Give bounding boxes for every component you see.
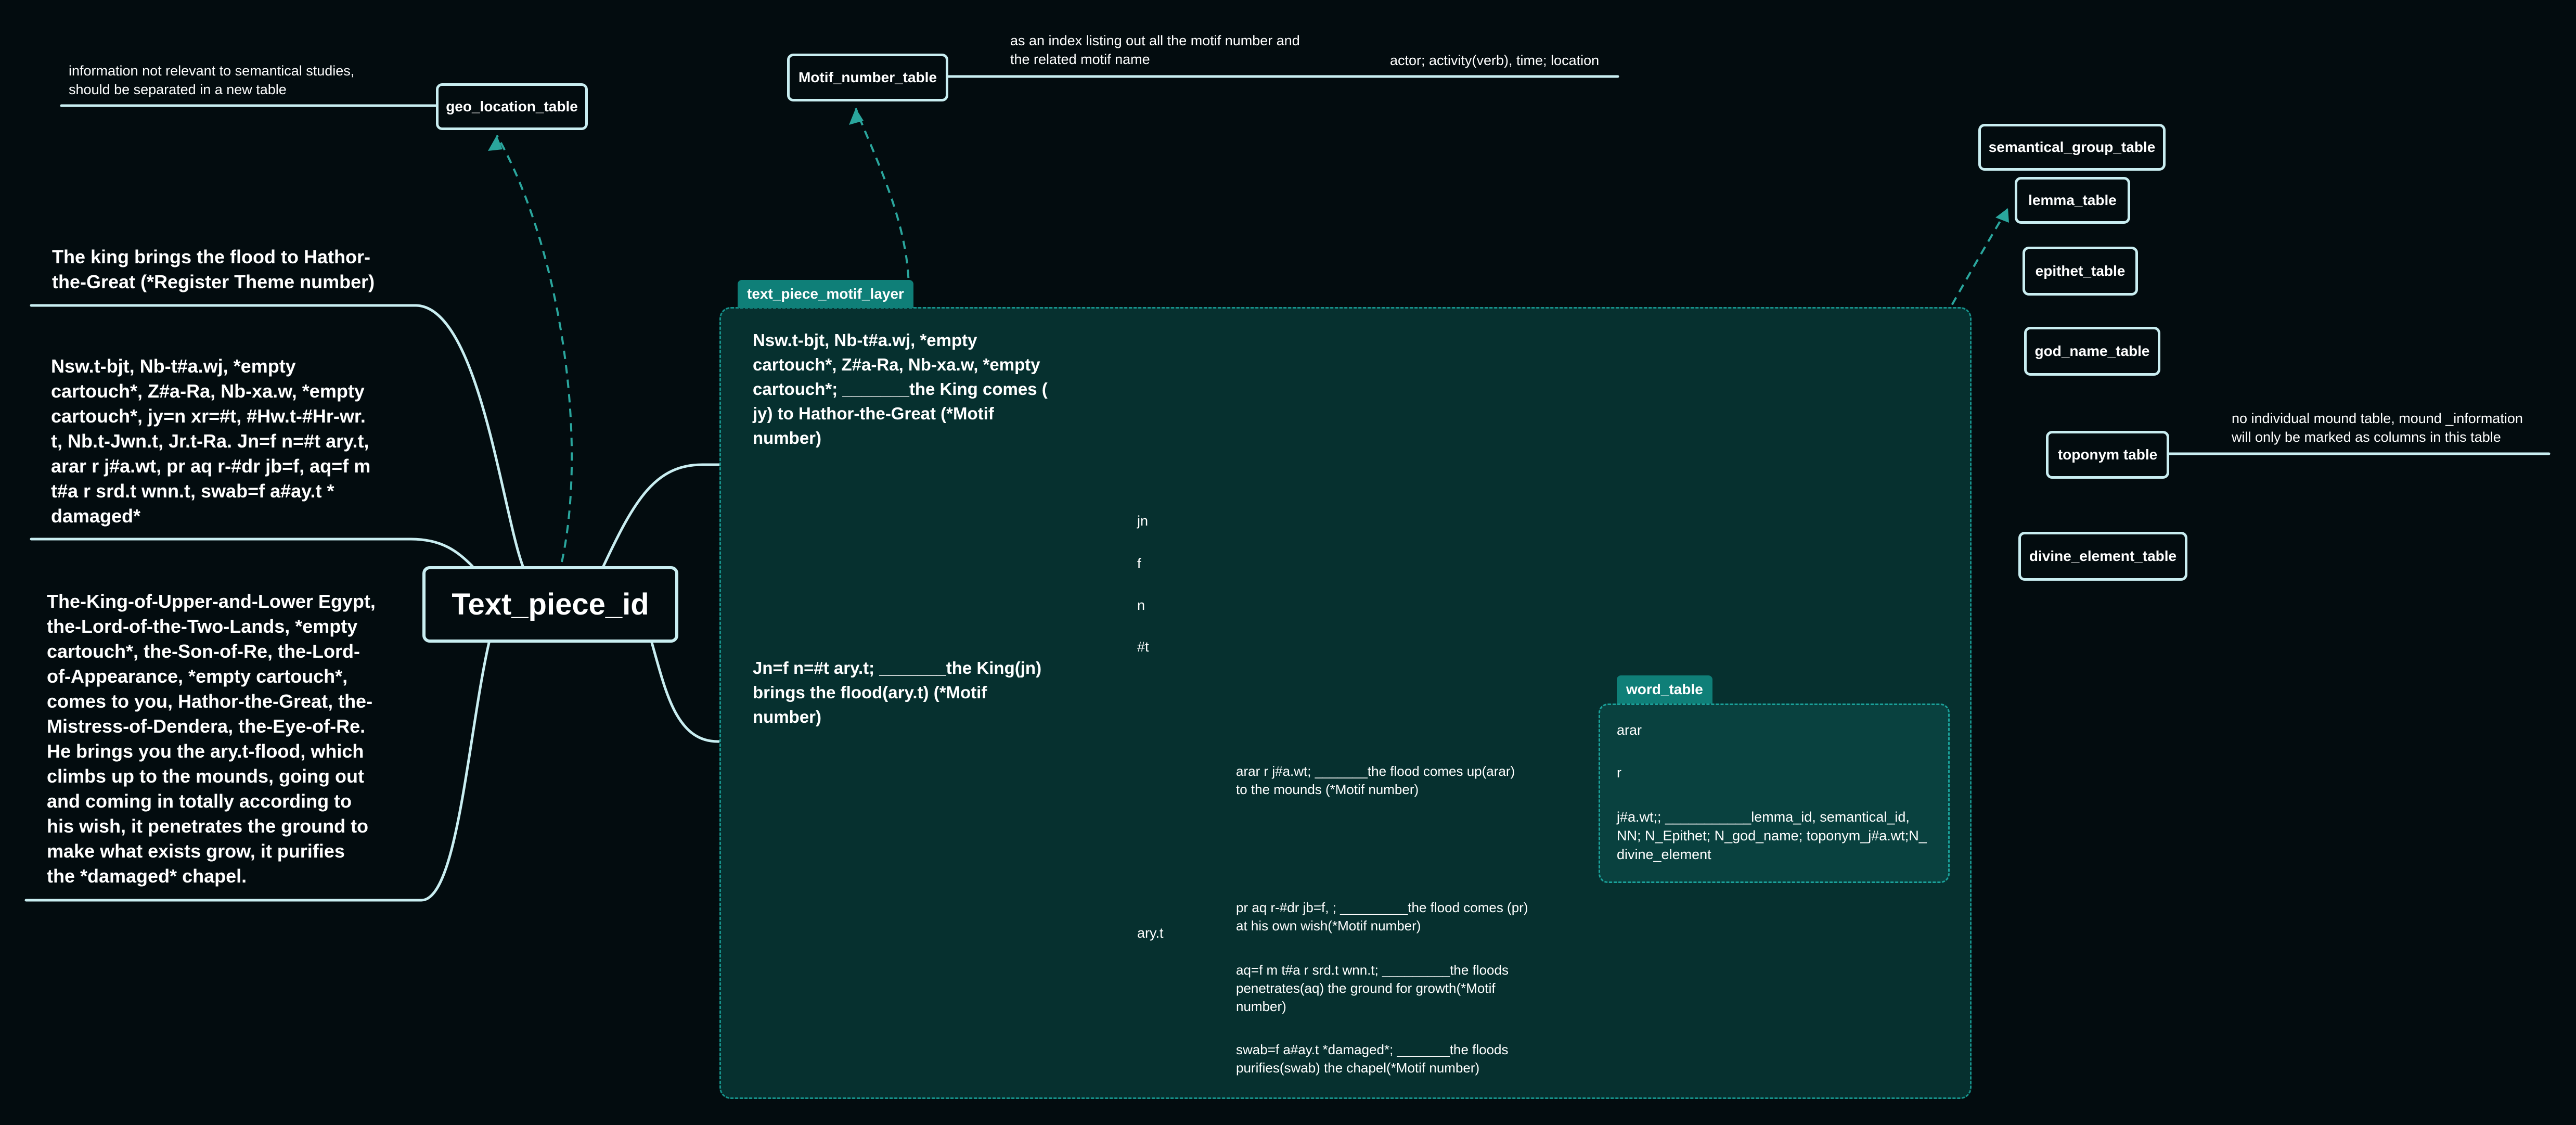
dashed-link-motif [856,108,909,307]
semantical-group-table-node[interactable]: semantical_group_table [1978,124,2166,171]
motif-index-note: as an index listing out all the motif number and the related motif name [1010,33,1300,67]
text-piece-id-root[interactable]: Text_piece_id [422,566,678,643]
motif-fields-note: actor; activity(verb), time; location [1390,53,1600,68]
word-n: n [1137,597,1145,613]
word-table-badge: word_table [1617,675,1712,704]
epithet-table-node[interactable]: epithet_table [2023,247,2138,296]
motif-number-table-node[interactable]: Motif_number_table [787,54,948,101]
motif-2-text: Jn=f n=#t ary.t; _______the King(jn) brings the flood(ary.t) (*Motif number) [753,658,1042,726]
translation-text: The-King-of-Upper-and-Lower Egypt, the-Lord-of-the-Two-Lands, *empty cartouch*, the-Son-of-Re, the-Lord- of-Appearance, *empty cartouch*, comes to you, Hathor-the-Great, the- Mistress-of-Dendera, the-Eye-of-Re. He brings you the ary.t-flood, which climbs up to the mounds, going out and coming in totally according to his wish, it penetrates the ground to make what exists grow, it purifies the *damaged* chapel. [47,591,376,887]
word-table-item-arar: arar [1617,722,1642,738]
geo-location-table-node[interactable]: geo_location_table [436,83,588,130]
word-f: f [1137,556,1141,571]
word-table-item-jawt: j#a.wt;; ___________lemma_id, semantical_id, NN; N_Epithet; N_god_name; toponym_j#a.wt;N_ divine_element [1617,809,1927,862]
god-name-table-node[interactable]: god_name_table [2024,327,2160,376]
divine-element-table-node[interactable]: divine_element_table [2018,532,2187,581]
sub-motif-1: arar r j#a.wt; _______the flood comes up(arar) to the mounds (*Motif number) [1236,763,1515,797]
motif-1-text: Nsw.t-bjt, Nb-t#a.wj, *empty cartouch*, Z#a-Ra, Nb-xa.w, *empty cartouch*; _______the King comes ( jy) to Hathor-the-Great (*Motif number) [753,330,1048,448]
word-t: #t [1137,639,1149,655]
geo-note: information not relevant to semantical studies, should be separated in a new table [69,63,355,97]
transliteration-text: Nsw.t-bjt, Nb-t#a.wj, *empty cartouch*, Z#a-Ra, Nb-xa.w, *empty cartouch*, jy=n xr=#t, #Hw.t-#Hr-wr. t, Nb.t-Jwn.t, Jr.t-Ra. Jn=f n=#t ary.t, arar r j#a.wt, pr aq r-#dr jb=f, aq=f m t#a r srd.t wnn.t, swab=f a#ay.t * damaged* [51,355,371,527]
link-transliteration [31,539,472,566]
arrowhead-lemma [1995,208,2009,223]
lemma-table-node[interactable]: lemma_table [2015,177,2130,224]
dashed-link-geo [497,135,572,562]
sub-motif-4: swab=f a#ay.t *damaged*; _______the floods purifies(swab) the chapel(*Motif number) [1236,1042,1509,1076]
word-table-item-r: r [1617,765,1621,781]
theme-text: The king brings the flood to Hathor- the-Great (*Register Theme number) [52,246,375,292]
sub-motif-2: pr aq r-#dr jb=f, ; _________the flood comes (pr) at his own wish(*Motif number) [1236,900,1528,934]
toponym-note: no individual mound table, mound _information will only be marked as columns in this table [2232,411,2523,445]
sub-motif-3: aq=f m t#a r srd.t wnn.t; _________the floods penetrates(aq) the ground for growth(*Motif number) [1236,962,1509,1014]
word-aryt: ary.t [1137,925,1164,941]
word-jn: jn [1137,513,1149,529]
text-piece-motif-layer-badge: text_piece_motif_layer [738,280,913,308]
toponym-table-node[interactable]: toponym table [2046,431,2169,479]
